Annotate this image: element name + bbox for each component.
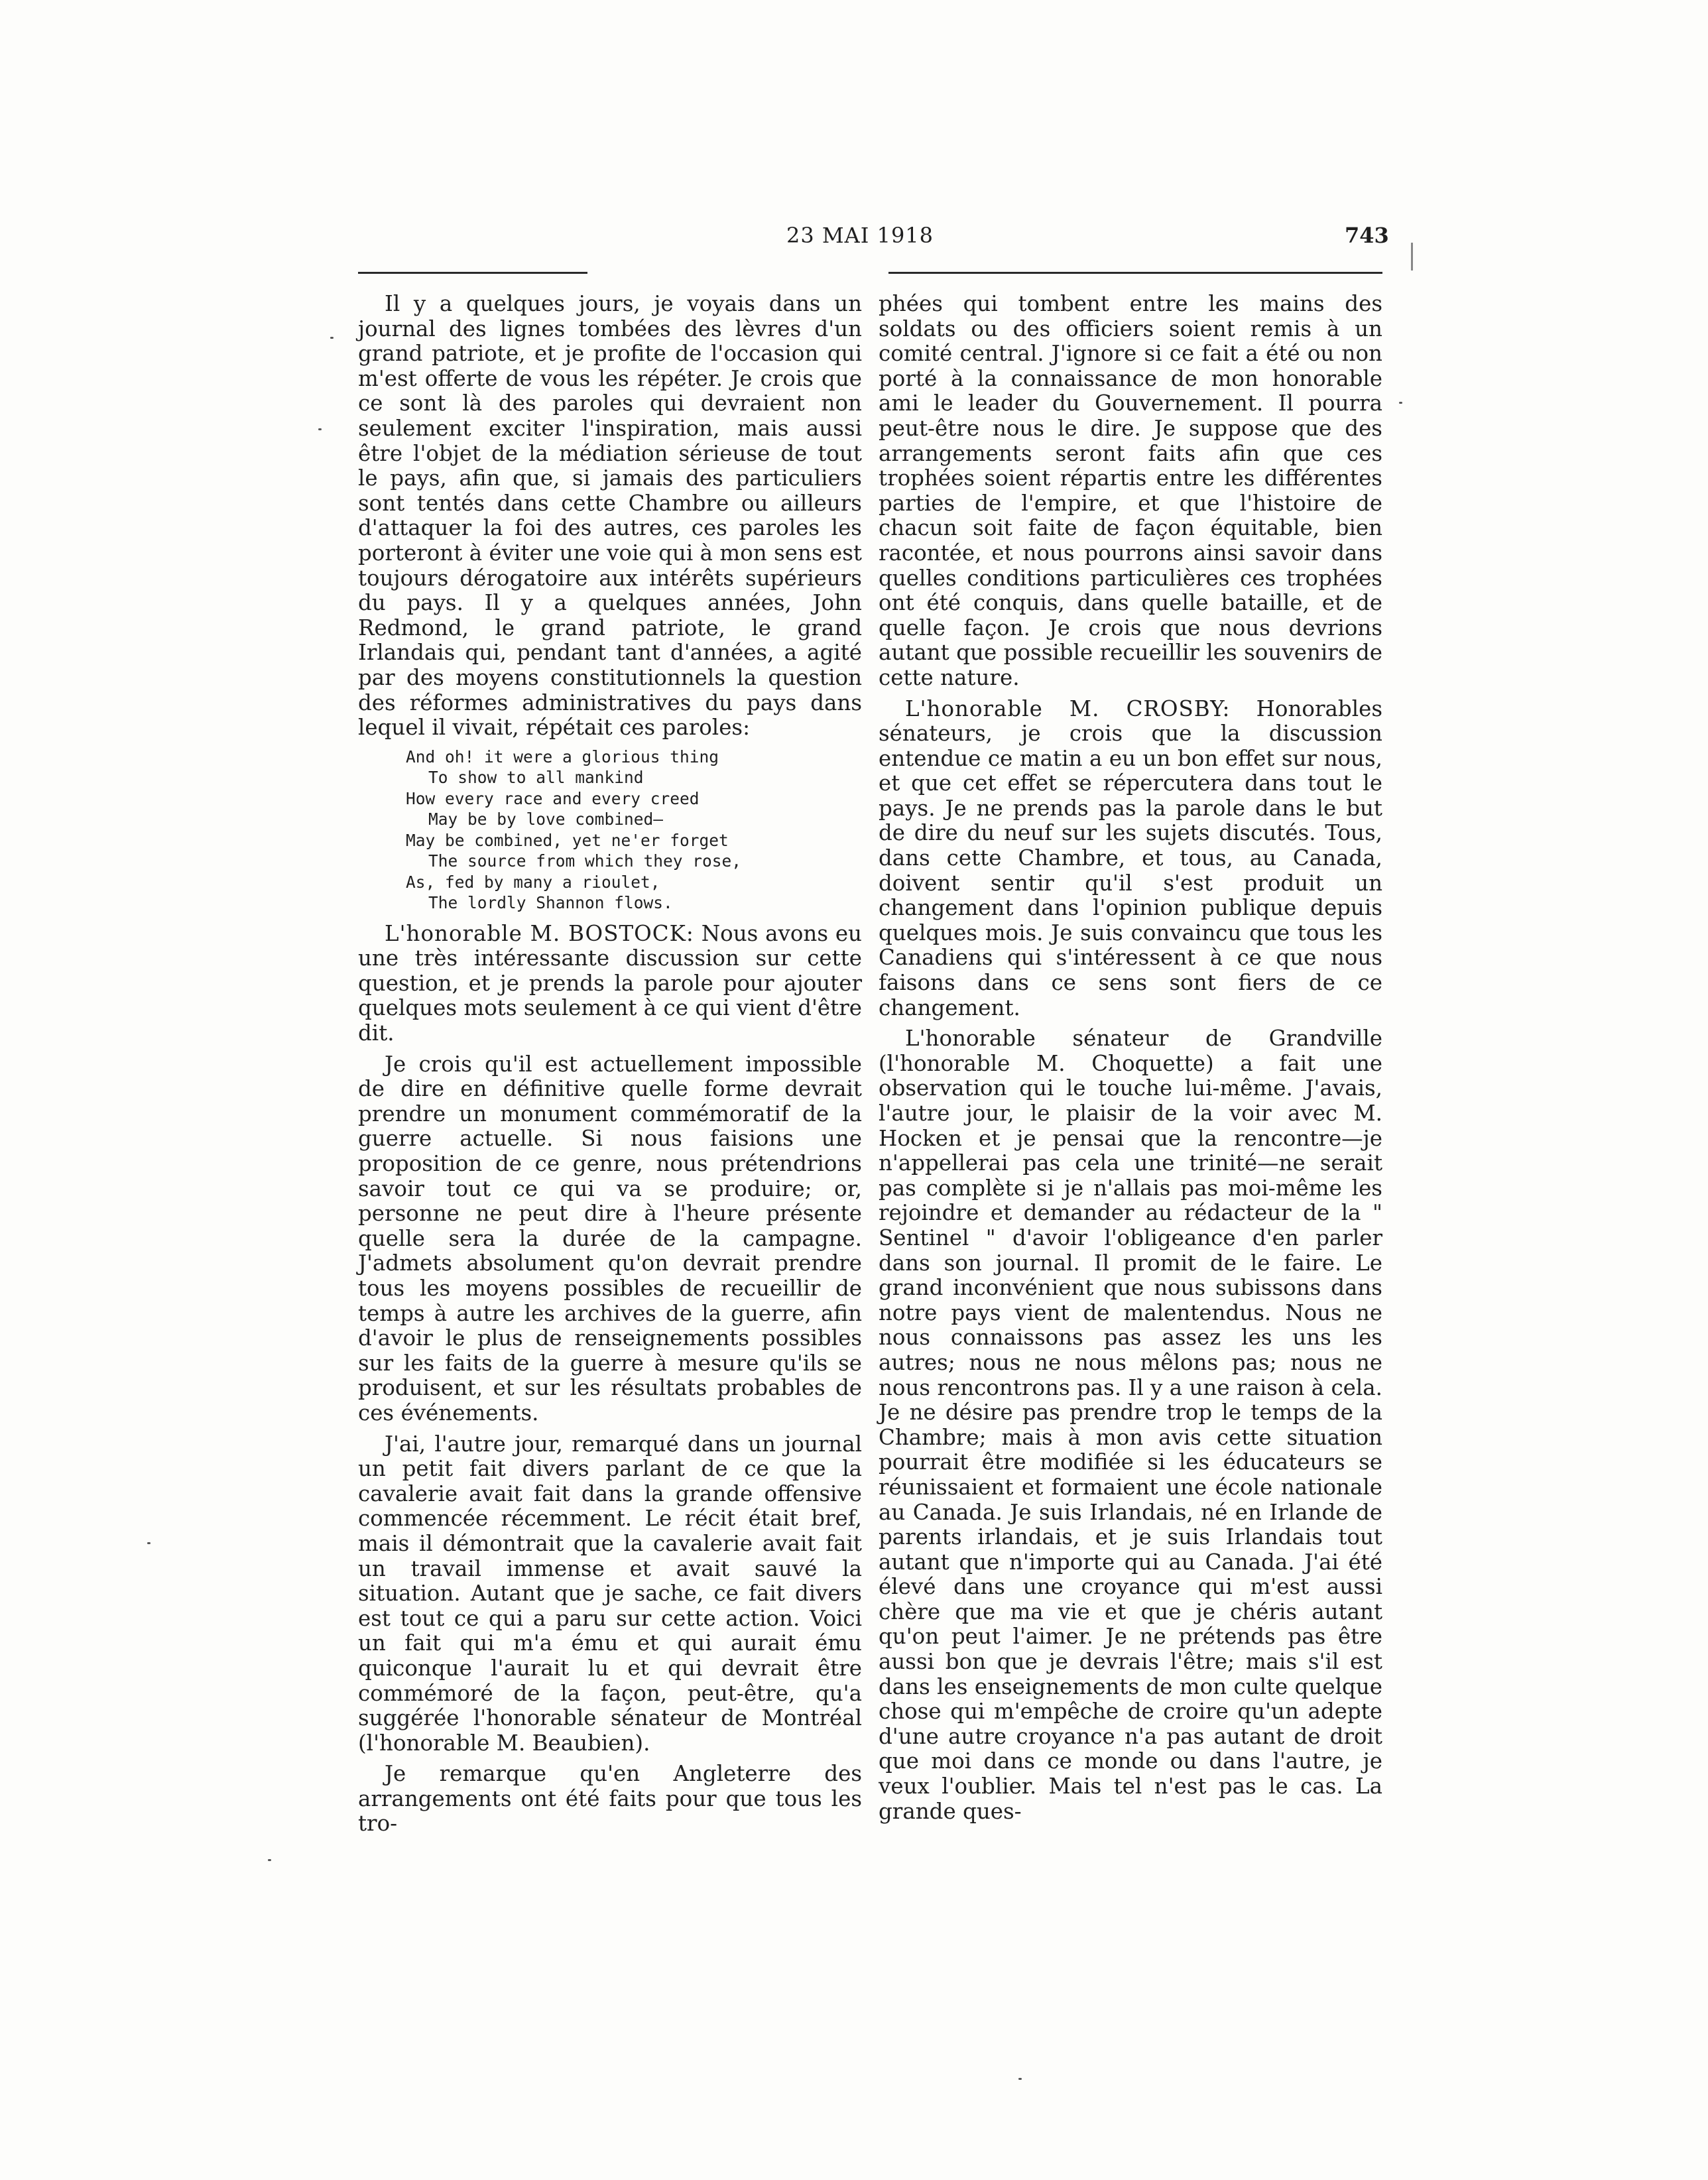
speech-text: Nous avons eu une très intéressante discussion sur cette question, et je prends la parole pour ajouter quelques mots seulement à ce qui vient d'être dit. <box>358 920 862 1046</box>
poem-line: How every race and every creed <box>406 788 700 808</box>
left-column <box>358 292 862 1843</box>
header-rule-left <box>358 272 587 274</box>
scan-speck <box>318 428 322 430</box>
paragraph-bostock <box>358 922 862 1046</box>
scan-speck <box>1018 2078 1022 2080</box>
page-number: 743 <box>1345 223 1389 248</box>
speaker-name: L'honorable M. BOSTOCK: <box>385 920 694 946</box>
poem-line: The source from which they rose, <box>428 851 742 871</box>
poem-line: May be combined, yet ne'er forget <box>406 830 729 850</box>
paragraph-right-1: phées qui tombent entre les mains des soldats ou des officiers soient remis à un comité central. J'ignore si ce fait a été ou non porté à la connaissance de mon honorable ami le leader du Gouvernement. Il pourra peut-être nous le dire. Je suppose que des arrangements seront faits afin que ces trophées soient répartis entre les différentes parties de l'empire, et que l'histoire de chacun soit faite de façon équitable, bien racontée, et nous pourrons ainsi savoir dans quelles conditions particulières ces trophées ont été conquis, dans quelle bataille, et de quelle façon. Je crois que nous devrions autant que possible recueillir les souvenirs de cette nature. <box>879 291 1382 690</box>
poem-quote <box>406 747 862 914</box>
scan-speck <box>1399 402 1402 404</box>
poem-line: And oh! it were a glorious thing <box>406 747 719 766</box>
paragraph-left-1: Il y a quelques jours, je voyais dans un journal des lignes tombées des lèvres d'un grand patriote, et je profite de l'occasion qui m'est offerte de vous les répéter. Je crois que ce sont là des paroles qui devraient non seulement exciter l'inspiration, mais aussi être l'objet de la médiation sérieuse de tout le pays, afin que, si jamais des particuliers sont tentés dans cette Chambre ou ailleurs d'attaquer la foi des autres, ces paroles les porteront à éviter une voie qui à mon sens est toujours dérogatoire aux intérêts supérieurs du pays. Il y a quelques années, John Redmond, le grand patriote, le grand Irlandais qui, pendant tant d'années, a agité par des moyens constitutionnels la question des réformes administratives du pays dans lequel il vivait, répétait ces paroles: <box>358 291 862 741</box>
running-header-date: 23 MAI 1918 <box>786 223 934 248</box>
paragraph-left-3: Je crois qu'il est actuellement impossible de dire en définitive quelle forme devrait prendre un monument commémoratif de la guerre actuelle. Si nous faisions une proposition de ce genre, nous prétendrions savoir tout ce qui va se produire; or, personne ne peut dire à l'heure présente quelle sera la durée de la campagne. J'admets absolument qu'on devrait prendre tous les moyens possibles de recueillir de temps à autre les archives de la guerre, afin d'avoir le plus de renseignements possibles sur les faits de la guerre à mesure qu'ils se produisent, et sur les résultats probables de ces événements. <box>358 1051 862 1425</box>
poem-line: To show to all mankind <box>428 768 644 788</box>
scan-speck <box>147 1542 151 1544</box>
poem-line: As, fed by many a rioulet, <box>406 872 660 892</box>
paragraph-right-3: L'honorable sénateur de Grandville (l'honorable M. Choquette) a fait une observation qui le touche lui-même. J'avais, l'autre jour, le plaisir de la voir avec M. Hocken et je pensai que la rencontre—je n'appellerai pas cela une trinité—ne serait pas complète si je n'allais pas moi-même les rejoindre et demander au rédacteur de la " Sentinel " d'avoir l'obligeance d'en parler dans son journal. Il promit de le faire. Le grand inconvénient que nous subissons dans notre pays vient de malentendus. Nous ne nous connaissons pas assez les uns les autres; nous ne nous mêlons pas; nous ne nous rencontrons pas. Il y a une raison à cela. Je ne désire pas prendre trop le temps de la Chambre; mais à mon avis cette situation pourrait être modifiée si les éducateurs se réunissaient et formaient une école nationale au Canada. Je suis Irlandais, né en Irlande de parents irlandais, et je suis Irlandais tout autant que n'importe qui au Canada. J'ai été élevé dans une croyance qui m'est aussi chère que ma vie et que je chéris autant qu'on peut l'aimer. Je ne prétends pas être aussi bon que je devrais l'être; mais s'il est dans les enseignements de mon culte quelque chose qui m'empêche de croire qu'un adepte d'une autre croyance n'a pas autant de droit que moi dans ce monde ou dans l'autre, je veux l'oublier. Mais tel n'est pas le cas. La grande ques- <box>879 1026 1382 1824</box>
poem-line: May be by love combined— <box>428 810 664 829</box>
header-rule-right <box>888 272 1382 274</box>
paragraph-left-5: Je remarque qu'en Angleterre des arrangements ont été faits pour que tous les tro- <box>358 1761 862 1837</box>
scan-edge-mark <box>1411 243 1413 271</box>
paragraph-left-4: J'ai, l'autre jour, remarqué dans un journal un petit fait divers parlant de ce que la cavalerie avait fait dans la grande offensive commencée récemment. Le récit était bref, mais il démontrait que la cavalerie avait fait un travail immense et avait sauvé la situation. Autant que je sache, ce fait divers est tout ce qui a paru sur cette action. Voici un fait qui m'a ému et qui aurait ému quiconque l'aurait lu et qui devrait être commémoré de la façon, peut-être, qu'a suggérée l'honorable sénateur de Montréal (l'honorable M. Beaubien). <box>358 1431 862 1756</box>
scan-speck <box>268 1859 271 1861</box>
scan-speck <box>330 337 334 339</box>
speaker-name: L'honorable M. CROSBY: <box>905 696 1231 721</box>
poem-line: The lordly Shannon flows. <box>428 893 673 913</box>
paragraph-crosby <box>879 697 1382 1021</box>
right-column <box>879 292 1382 1830</box>
speech-text: Honorables sénateurs, je crois que la discussion entendue ce matin a eu un bon effet sur nous, et que cet effet se répercutera dans tout le pays. Je ne prends pas la parole dans le but de dire du neuf sur les sujets discutés. Tous, dans cette Chambre, et tous, au Canada, doivent sentir qu'il s'est produit un changement dans l'opinion publique depuis quelques mois. Je suis convaincu que tous les Canadiens qui s'intéressent à ce que nous faisons dans ce sens sont fiers de ce changement. <box>879 696 1382 1020</box>
